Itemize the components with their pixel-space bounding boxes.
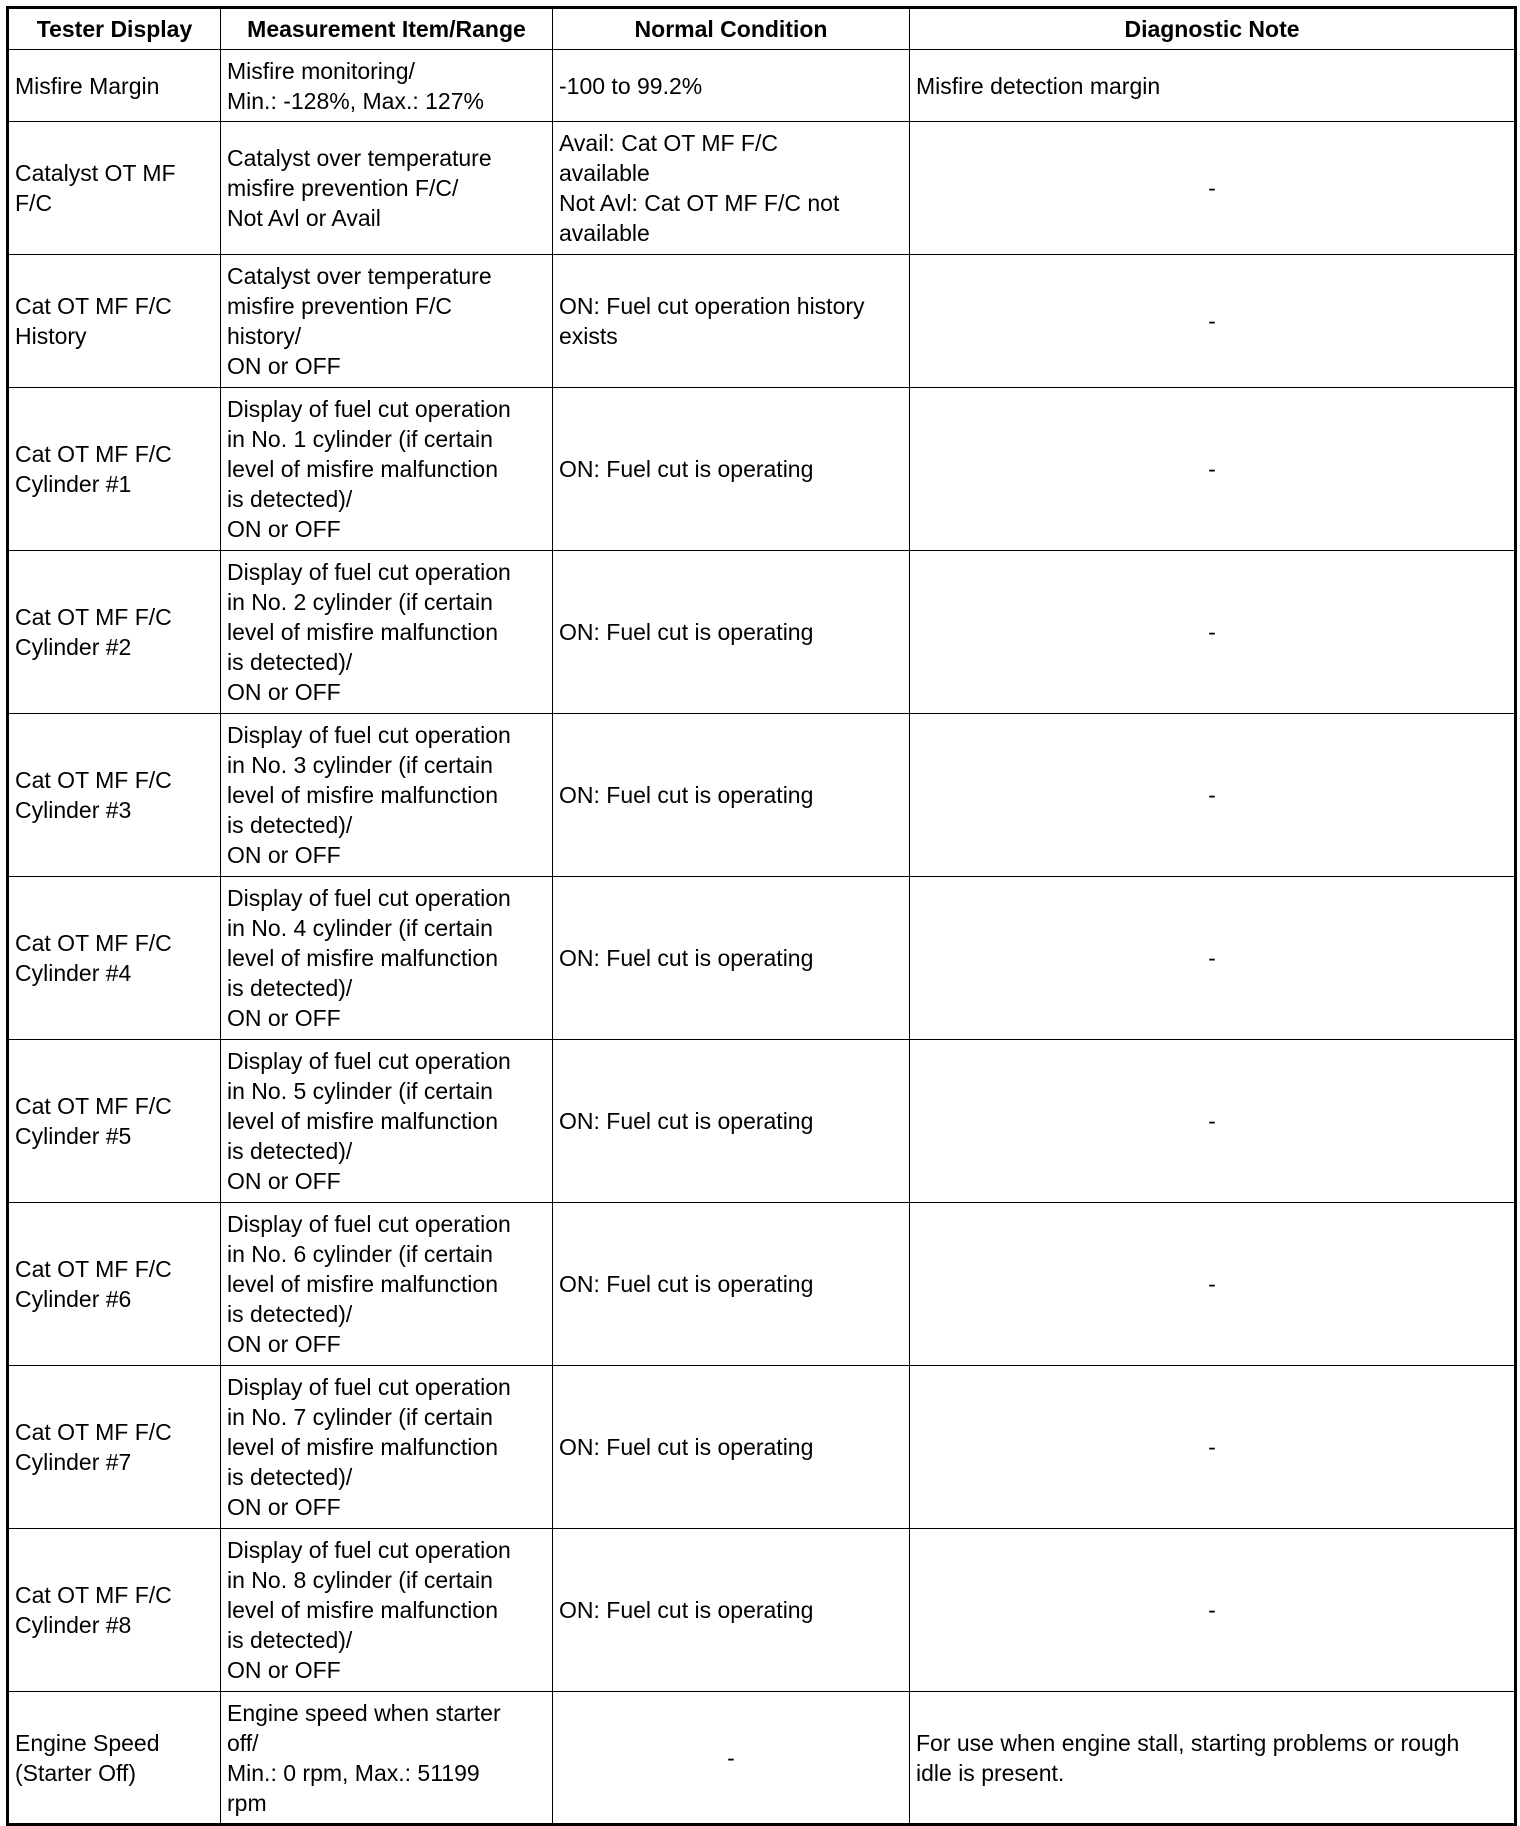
normal-condition-cell: ON: Fuel cut is operating	[553, 388, 910, 551]
diagnostic-note-cell: -	[910, 255, 1516, 388]
tester-display-cell: Cat OT MF F/C Cylinder #5	[8, 1040, 221, 1203]
header-row	[8, 8, 1516, 50]
table-row	[8, 551, 1516, 714]
tester-display-cell: Engine Speed (Starter Off)	[8, 1692, 221, 1825]
diagnostic-note-cell: -	[910, 1529, 1516, 1692]
normal-condition-cell: ON: Fuel cut is operating	[553, 551, 910, 714]
diagnostic-note-cell: For use when engine stall, starting problems or rough idle is present.	[910, 1692, 1516, 1825]
measurement-item-cell: Display of fuel cut operation in No. 8 cylinder (if certain level of misfire malfunction is detected)/ ON or OFF	[221, 1529, 553, 1692]
normal-condition-cell: ON: Fuel cut is operating	[553, 1040, 910, 1203]
normal-condition-cell: ON: Fuel cut is operating	[553, 1366, 910, 1529]
table-row	[8, 1203, 1516, 1366]
measurement-item-cell: Display of fuel cut operation in No. 4 cylinder (if certain level of misfire malfunction is detected)/ ON or OFF	[221, 877, 553, 1040]
diagnostic-note-cell: -	[910, 714, 1516, 877]
diagnostic-note-cell: Misfire detection margin	[910, 50, 1516, 122]
normal-condition-cell: -100 to 99.2%	[553, 50, 910, 122]
table-row	[8, 1366, 1516, 1529]
measurement-item-cell: Display of fuel cut operation in No. 7 cylinder (if certain level of misfire malfunction is detected)/ ON or OFF	[221, 1366, 553, 1529]
measurement-item-cell: Display of fuel cut operation in No. 2 cylinder (if certain level of misfire malfunction is detected)/ ON or OFF	[221, 551, 553, 714]
table-row	[8, 1040, 1516, 1203]
normal-condition-cell: ON: Fuel cut operation history exists	[553, 255, 910, 388]
header-normal-condition: Normal Condition	[553, 8, 910, 50]
tester-display-cell: Cat OT MF F/C History	[8, 255, 221, 388]
tester-display-cell: Cat OT MF F/C Cylinder #7	[8, 1366, 221, 1529]
diagnostic-note-cell: -	[910, 1040, 1516, 1203]
table-row	[8, 50, 1516, 122]
table-row	[8, 255, 1516, 388]
table-row	[8, 1529, 1516, 1692]
normal-condition-cell: -	[553, 1692, 910, 1825]
measurement-item-cell: Misfire monitoring/ Min.: -128%, Max.: 127%	[221, 50, 553, 122]
tester-display-cell: Cat OT MF F/C Cylinder #8	[8, 1529, 221, 1692]
measurement-item-cell: Engine speed when starter off/ Min.: 0 rpm, Max.: 51199 rpm	[221, 1692, 553, 1825]
diagnostic-note-cell: -	[910, 122, 1516, 255]
normal-condition-cell: ON: Fuel cut is operating	[553, 714, 910, 877]
tester-display-cell: Cat OT MF F/C Cylinder #6	[8, 1203, 221, 1366]
table-row	[8, 877, 1516, 1040]
tester-display-cell: Cat OT MF F/C Cylinder #4	[8, 877, 221, 1040]
header-diagnostic-note: Diagnostic Note	[910, 8, 1516, 50]
header-measurement-item: Measurement Item/Range	[221, 8, 553, 50]
header-tester-display: Tester Display	[8, 8, 221, 50]
tester-display-cell: Cat OT MF F/C Cylinder #3	[8, 714, 221, 877]
measurement-item-cell: Catalyst over temperature misfire prevention F/C history/ ON or OFF	[221, 255, 553, 388]
tester-display-cell: Misfire Margin	[8, 50, 221, 122]
measurement-item-cell: Display of fuel cut operation in No. 6 cylinder (if certain level of misfire malfunction is detected)/ ON or OFF	[221, 1203, 553, 1366]
normal-condition-cell: ON: Fuel cut is operating	[553, 1529, 910, 1692]
normal-condition-cell: ON: Fuel cut is operating	[553, 877, 910, 1040]
table-row	[8, 714, 1516, 877]
measurement-item-cell: Display of fuel cut operation in No. 1 cylinder (if certain level of misfire malfunction is detected)/ ON or OFF	[221, 388, 553, 551]
diagnostic-note-cell: -	[910, 1366, 1516, 1529]
tester-display-cell: Cat OT MF F/C Cylinder #2	[8, 551, 221, 714]
table-row	[8, 122, 1516, 255]
diagnostic-note-cell: -	[910, 551, 1516, 714]
normal-condition-cell: Avail: Cat OT MF F/C available Not Avl: Cat OT MF F/C not available	[553, 122, 910, 255]
table-row	[8, 1692, 1516, 1825]
diagnostic-note-cell: -	[910, 388, 1516, 551]
measurement-item-cell: Display of fuel cut operation in No. 5 cylinder (if certain level of misfire malfunction is detected)/ ON or OFF	[221, 1040, 553, 1203]
table-row	[8, 388, 1516, 551]
diagnostic-note-cell: -	[910, 1203, 1516, 1366]
normal-condition-cell: ON: Fuel cut is operating	[553, 1203, 910, 1366]
diagnostic-note-cell: -	[910, 877, 1516, 1040]
tester-display-cell: Cat OT MF F/C Cylinder #1	[8, 388, 221, 551]
measurement-item-cell: Catalyst over temperature misfire prevention F/C/ Not Avl or Avail	[221, 122, 553, 255]
data-list-table	[6, 6, 1517, 1826]
measurement-item-cell: Display of fuel cut operation in No. 3 cylinder (if certain level of misfire malfunction is detected)/ ON or OFF	[221, 714, 553, 877]
tester-display-cell: Catalyst OT MF F/C	[8, 122, 221, 255]
